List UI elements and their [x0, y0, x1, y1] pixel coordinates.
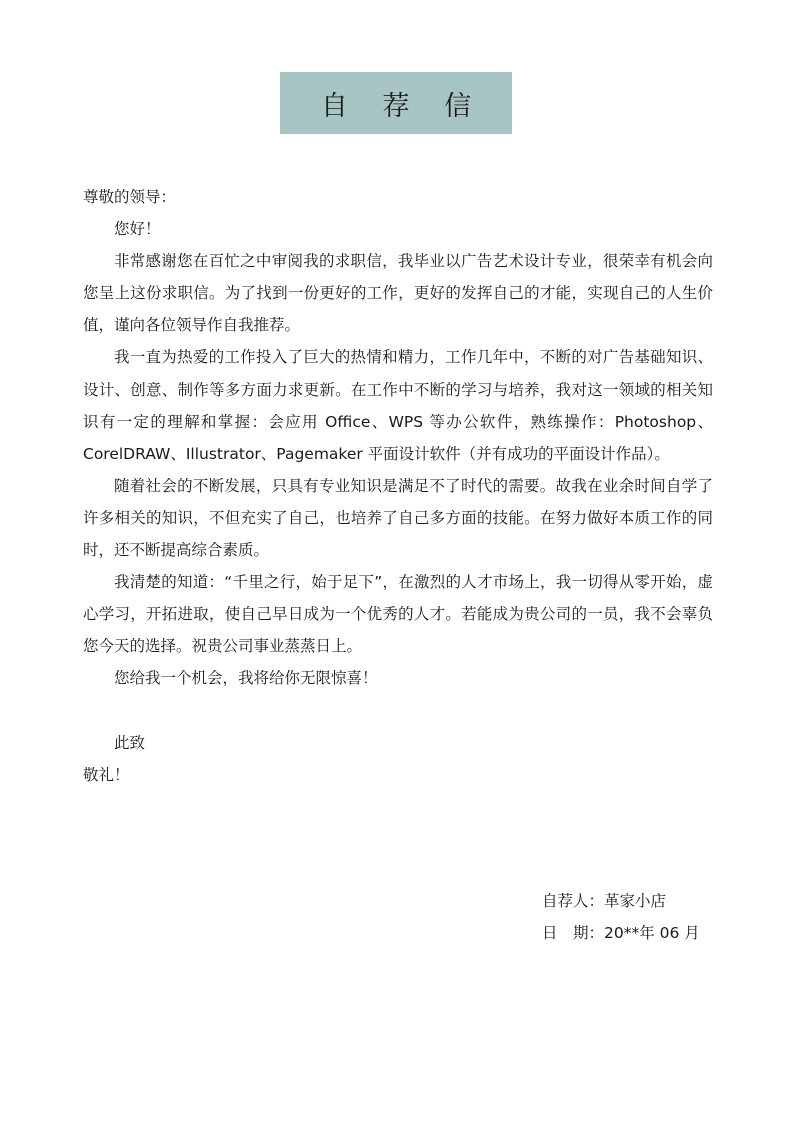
- blank-line: [83, 695, 713, 727]
- paragraph: 非常感谢您在百忙之中审阅我的求职信，我毕业以广告艺术设计专业，很荣幸有机会向您呈上这份求职信。为了找到一份更好的工作，更好的发挥自己的才能，实现自己的人生价值，谨向各位领导作自我推荐。: [83, 252, 713, 335]
- paragraph: 您给我一个机会，我将给你无限惊喜！: [114, 669, 378, 688]
- title-banner: [280, 72, 512, 134]
- greeting: 您好！: [114, 220, 161, 239]
- paragraph: 我清楚的知道：“千里之行，始于足下”，在激烈的人才市场上，我一切得从零开始，虚心学习，开拓进取，使自己早日成为一个优秀的人才。若能成为贵公司的一员，我不会辜负您今天的选择。祝贵公司事业蒸蒸日上。: [83, 573, 713, 656]
- paragraph: 随着社会的不断发展，只具有专业知识是满足不了时代的需要。故我在业余时间自学了许多相关的知识，不但充实了自己，也培养了自己多方面的技能。在努力做好本质工作的同时，还不断提高综合素质。: [83, 476, 713, 560]
- closing: 此致: [114, 733, 146, 752]
- signature-date: 日 期：20**年 06 月: [542, 924, 700, 942]
- salutation: 尊敬的领导：: [83, 188, 177, 206]
- signature-block: [542, 885, 700, 949]
- signature-name: 自荐人：革家小店: [542, 892, 667, 910]
- letter-body: [83, 181, 713, 791]
- regards: 敬礼！: [83, 765, 130, 784]
- paragraph: 我一直为热爱的工作投入了巨大的热情和精力，工作几年中，不断的对广告基础知识、设计、创意、制作等多方面力求更新。在工作中不断的学习与培养，我对这一领域的相关知识有一定的理解和掌握：会应用 Office、WPS 等办公软件，熟练操作：Photoshop、CorelDRAW、Illustrator、Pagemaker 平面设计软件（并有成功的平面设计作品）。: [83, 348, 713, 463]
- document-title: 自 荐 信: [320, 90, 485, 122]
